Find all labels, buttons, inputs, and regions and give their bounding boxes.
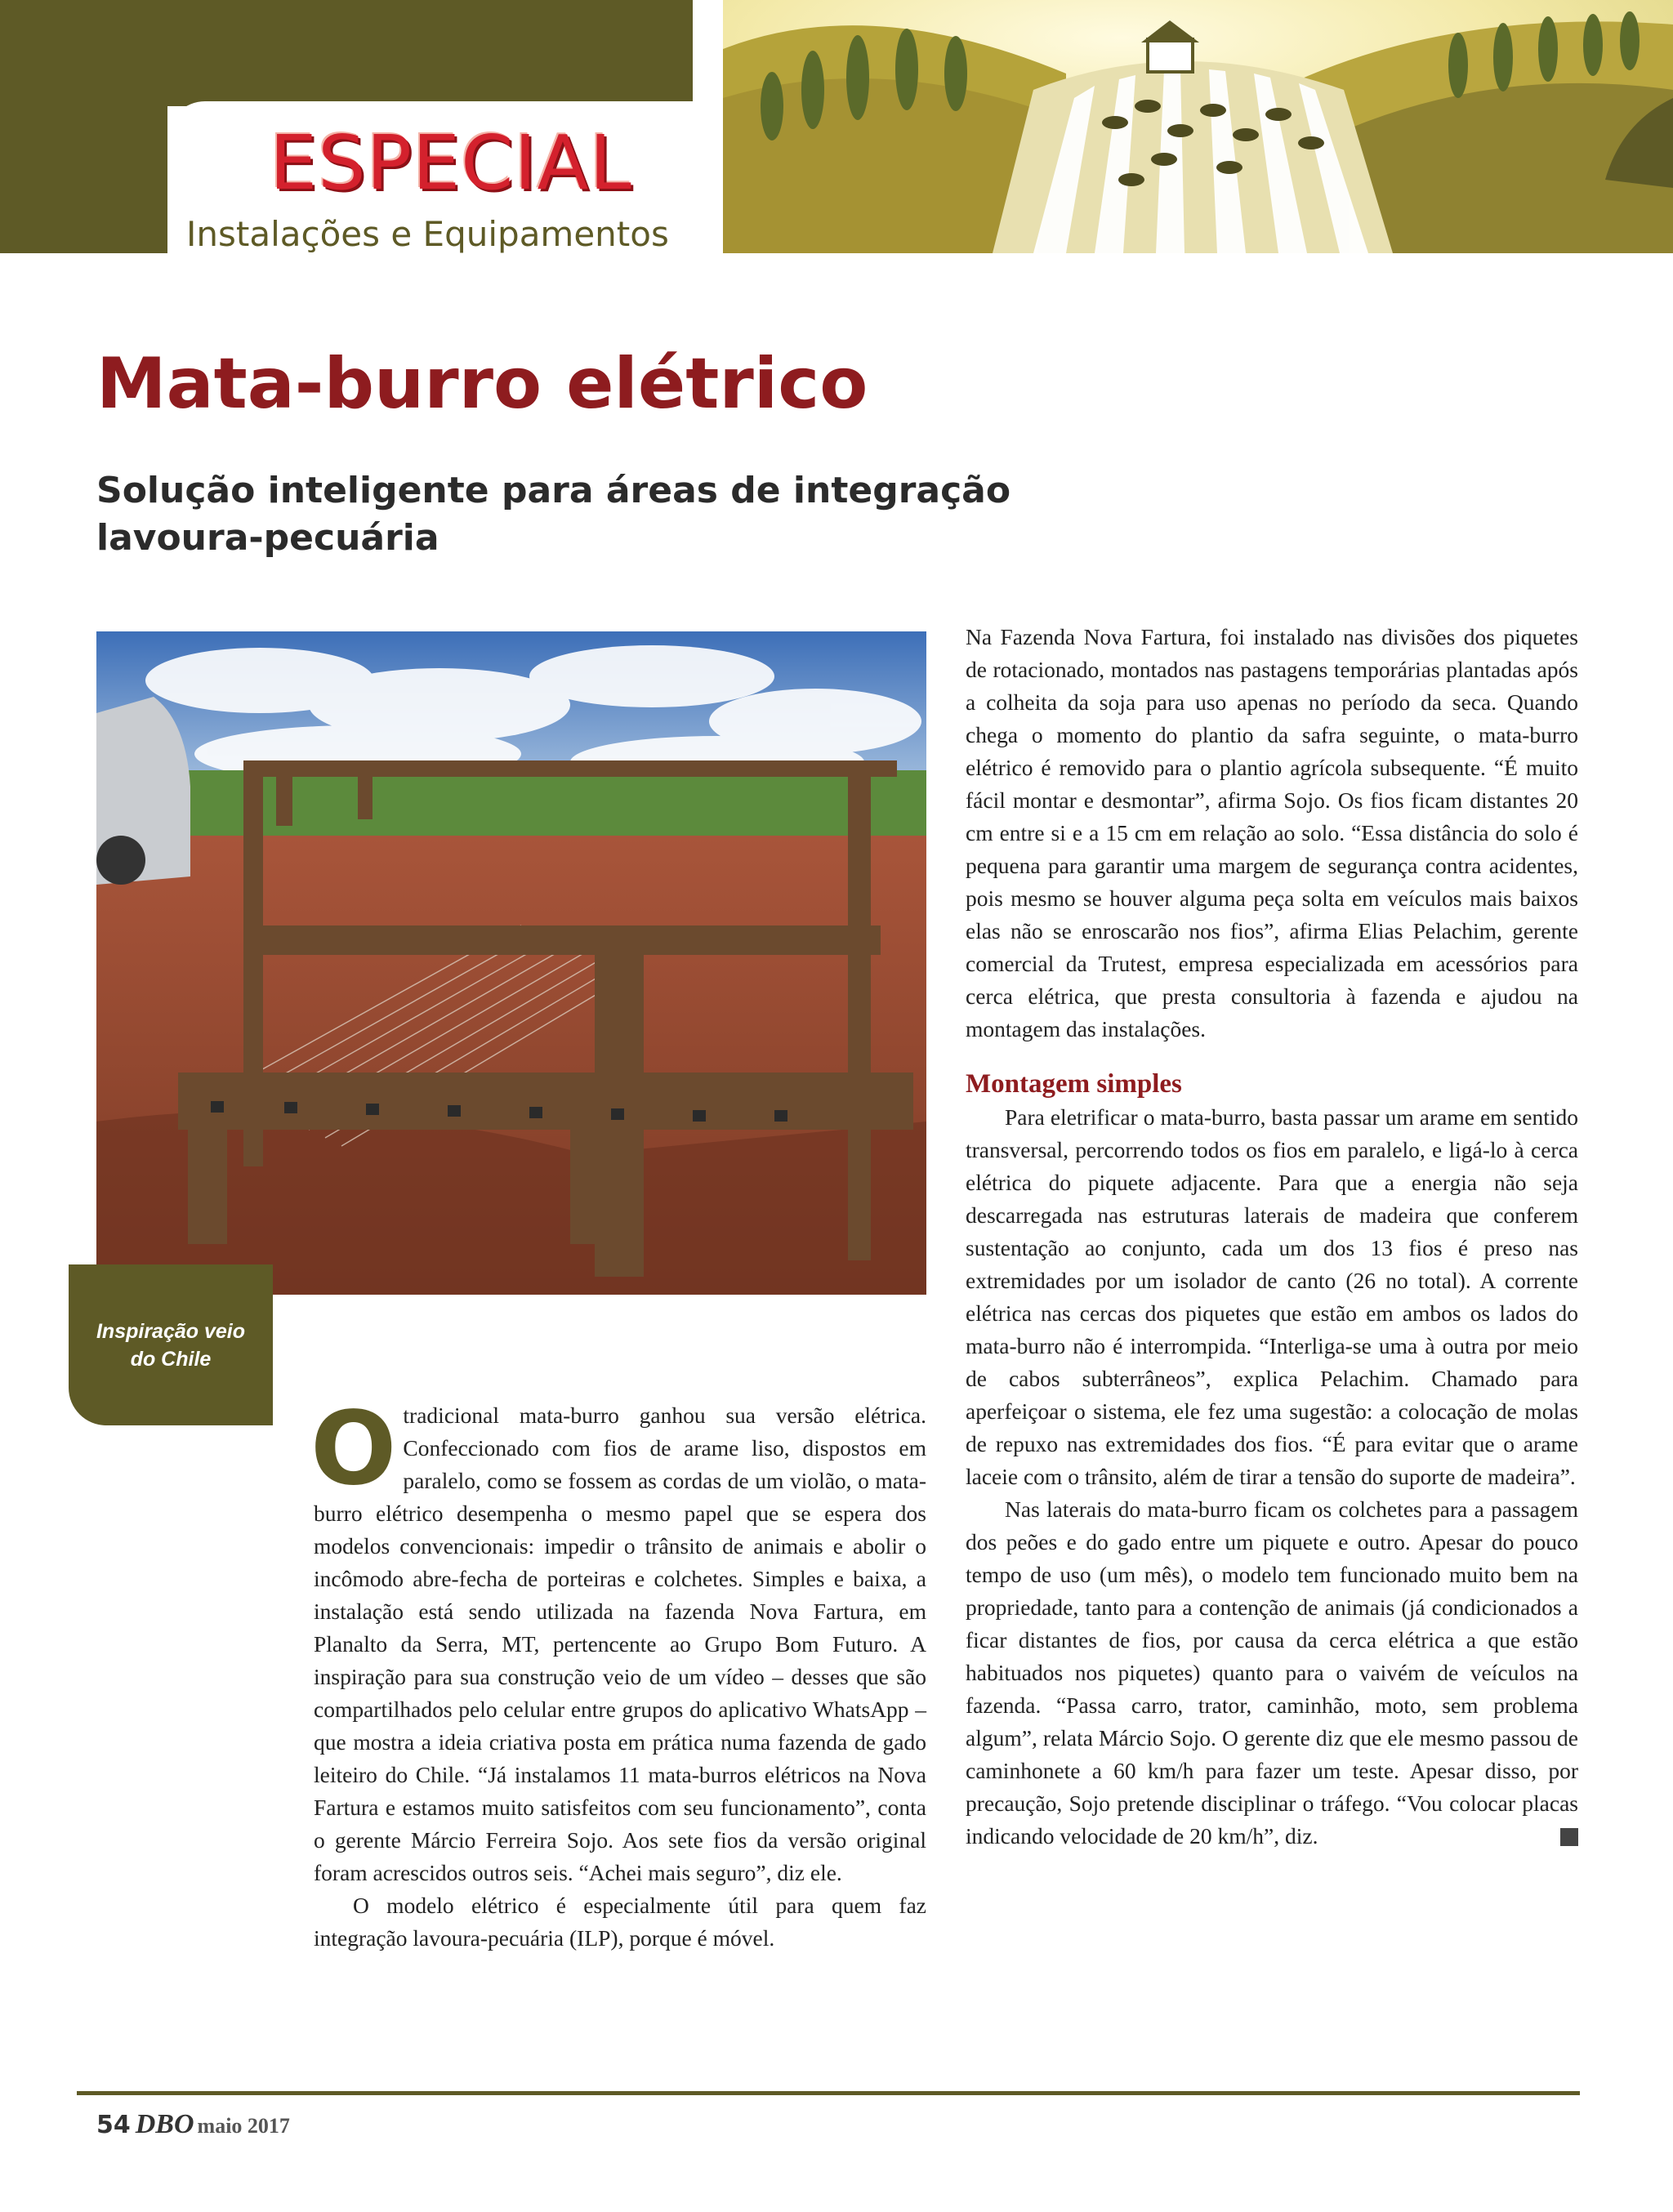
- electric-cattle-guard-photo: [96, 631, 926, 1295]
- header-tab: [0, 106, 167, 253]
- end-of-article-mark: [1560, 1828, 1578, 1846]
- page-footer: [96, 2111, 290, 2140]
- page-number: 54: [96, 2111, 131, 2139]
- subsection-label: Instalações e Equipamentos: [186, 214, 669, 254]
- magazine-name: DBO: [135, 2109, 194, 2139]
- article-subtitle: Solução inteligente para áreas de integração lavoura-pecuária: [96, 470, 1011, 559]
- header-band: [0, 0, 693, 106]
- paragraph-assembly: Para eletrificar o mata-burro, basta passar um arame em sentido transversal, percorrendo todos os fios em paralelo, e ligá-lo à cerca elétrica do piquete adjacente. Para que a energia não seja descarregada nas estruturas laterais de madeira que conferem sustentação ao conjunto, cada um dos 13 fios é preso nas extremidades por um isolador de canto (26 no total). A corrente elétrica nas cercas dos piquetes que estão em ambos os lados do mata-burro não é interrompida. “Interliga-se uma à outra por meio de cabos subterrâneos”, explica Pelachim. Chamado para aperfeiçoar o sistema, ele fez uma sugestão: a colocação de molas de repuxo nas extremidades dos fios. “É para evitar que o arame laceie com o trânsito, além de tirar a tensão do suporte de madeira”.: [966, 1104, 1578, 1489]
- farm-landscape-illustration: [723, 0, 1673, 253]
- drop-cap: O: [310, 1390, 397, 1508]
- paragraph-usage: [966, 1493, 1578, 1853]
- left-text-column: [310, 1390, 926, 1955]
- section-heading: Montagem simples: [966, 1069, 1182, 1099]
- paragraph-installation: Na Fazenda Nova Fartura, foi instalado nas divisões dos piquetes de rotacionado, montados nas pastagens temporárias plantadas após a colheita da soja para uso apenas no período da seca. Quando chega o momento do plantio da safra seguinte, o mata-burro elétrico é removido para o plantio agrícola subsequente. “É muito fácil montar e desmontar”, afirma Sojo. Os fios ficam distantes 20 cm entre si e a 15 cm em relação ao solo. “Essa distância do solo é pequena para garantir uma margem de segurança contra acidentes, pois mesmo se houver alguma peça solta em veículos mais baixos elas não se enroscarão nos fios”, afirma Elias Pelachim, gerente comercial da Trutest, empresa especializada em acessórios para cerca elétrica, que presta consultoria à fazenda e ajudou na montagem das instalações.: [966, 624, 1578, 1041]
- right-text-column: [966, 621, 1578, 1853]
- paragraph-usage-text: Nas laterais do mata-burro ficam os colchetes para a passagem dos peões e do gado entre um piquete e outro. Apesar do pouco tempo de uso (um mês), o modelo tem funcionado muito bem na propriedade, tanto para a contenção de animais (já condicionados a ficar distantes de fios, por causa da cerca elétrica a que estão habituados nos piquetes) quanto para o vaivém de veículos na fazenda. “Passa carro, trator, caminhão, moto, sem problema algum”, relata Márcio Sojo. O gerente diz que ele mesmo passou de caminhonete a 60 km/h para fazer um teste. Apesar disso, por precaução, Sojo pretende disciplinar o tráfego. “Vou colocar placas indicando velocidade de 20 km/h”, diz.: [966, 1496, 1578, 1849]
- photo-caption-box: [69, 1264, 273, 1425]
- section-label: ESPECIAL: [270, 119, 632, 207]
- footer-rule: [77, 2091, 1580, 2095]
- photo-caption: Inspiração veio do Chile: [96, 1319, 246, 1371]
- issue-date: maio 2017: [197, 2114, 290, 2138]
- intro-paragraph: [310, 1390, 926, 1889]
- intro-paragraph-text: tradicional mata-burro ganhou sua versão elétrica. Confeccionado com fios de arame liso, dispostos em paralelo, como se fossem as cordas de um violão, o mata-burro elétrico desempenha o mesmo papel que se espera dos modelos convencionais: impedir o trânsito de animais e abolir o incômodo abre-fecha de porteiras e colchetes. Simples e baixa, a instalação está sendo utilizada na fazenda Nova Fartura, em Planalto da Serra, MT, pertencente ao Grupo Bom Futuro. A inspiração para sua construção veio de um vídeo – desses que são compartilhados pelo celular entre grupos do aplicativo WhatsApp – que mostra a ideia criativa posta em prática numa fazenda de gado leiteiro do Chile. “Já instalamos 11 mata-burros elétricos na Nova Fartura e estamos muito satisfeitos com seu funcionamento”, conta o gerente Márcio Ferreira Sojo. Aos sete fios da versão original foram acrescidos outros seis. “Achei mais seguro”, diz ele.: [314, 1403, 926, 1885]
- paragraph-ilp: O modelo elétrico é especialmente útil para quem faz integração lavoura-pecuária (ILP), porque é móvel.: [314, 1893, 926, 1951]
- article-title: Mata-burro elétrico: [96, 343, 868, 425]
